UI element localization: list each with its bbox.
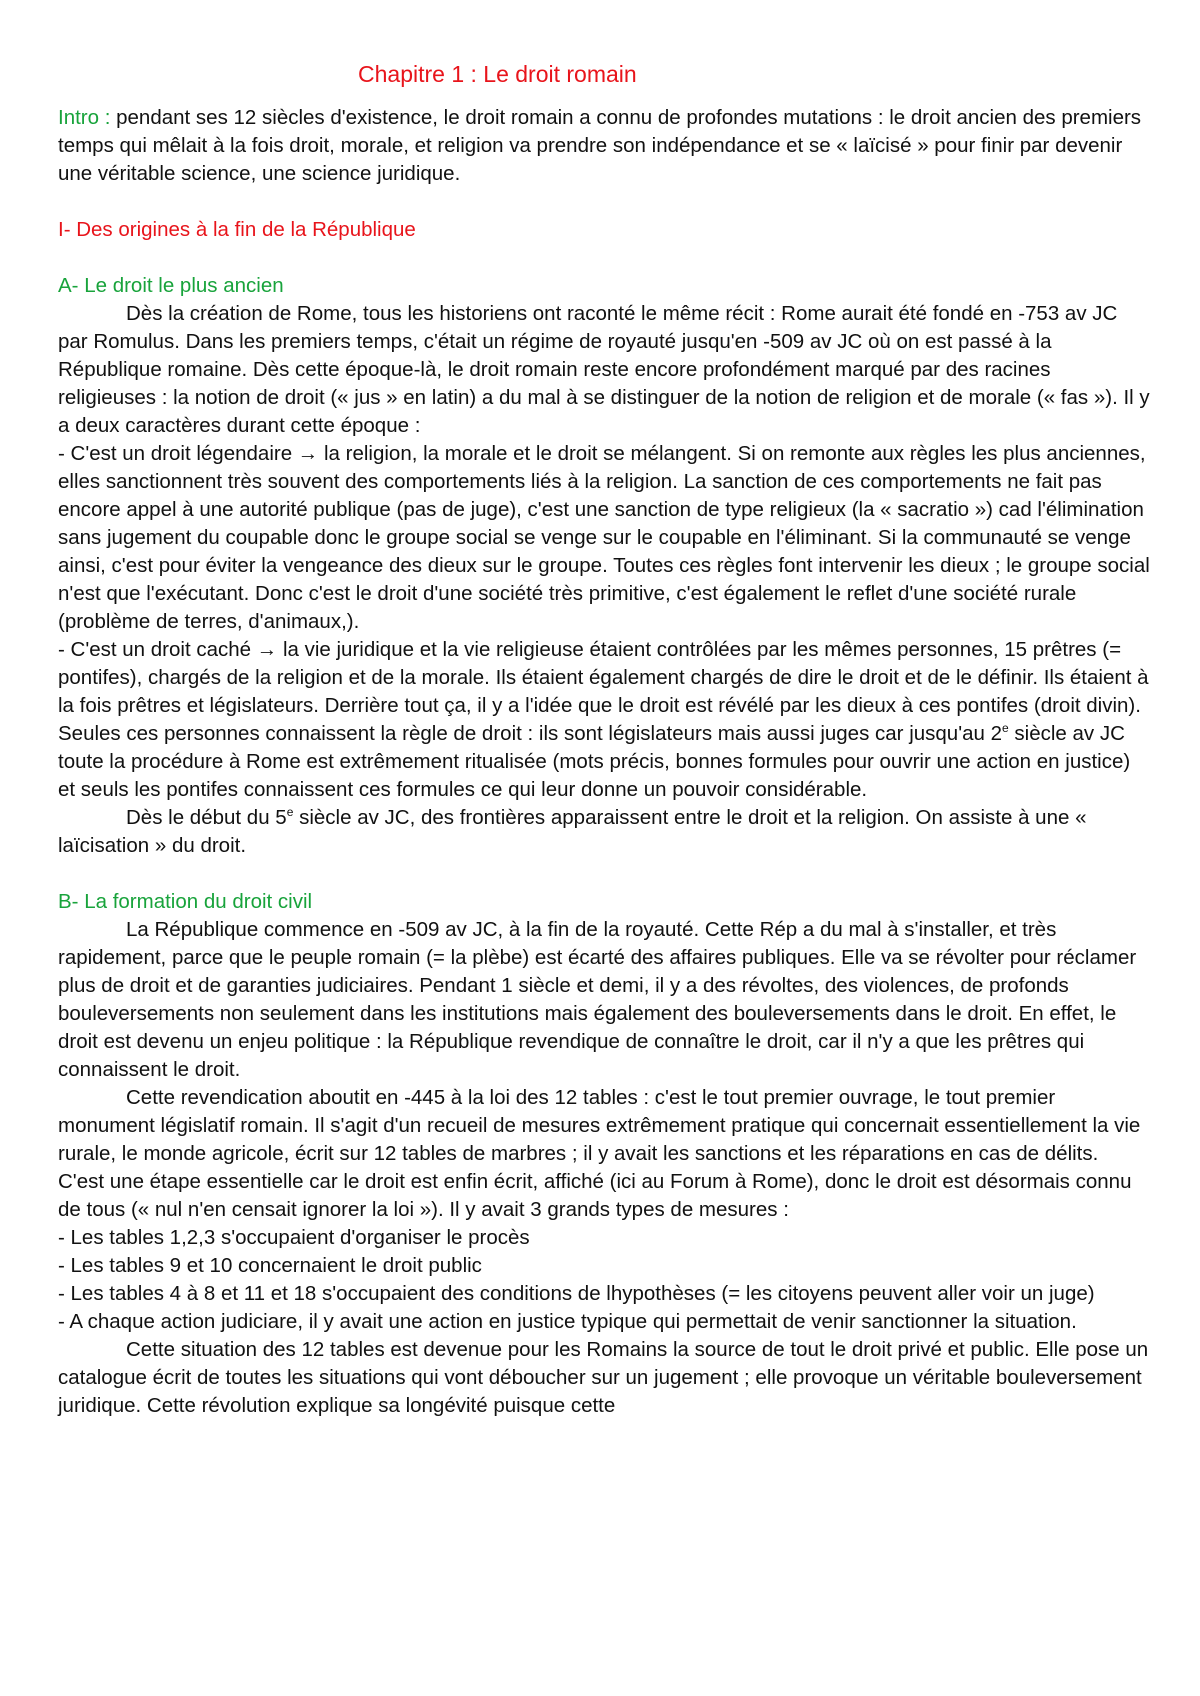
spacer bbox=[58, 860, 1150, 888]
spacer bbox=[58, 188, 1150, 216]
list-item: - Les tables 4 à 8 et 11 et 18 s'occupaient des conditions de lhypothèses (= les citoyens peuvent aller voir un juge) bbox=[58, 1282, 1095, 1305]
paragraph: Dès la création de Rome, tous les historiens ont raconté le même récit : Rome aurait été fondé en -753 av JC par Romulus. Dans les premiers temps, c'était un régime de royauté jusqu'en -509 av JC où on est passé à la République romaine. Dès cette époque-là, le droit romain reste encore profondément marqué par des racines religieuses : la notion de droit (« jus » en latin) a du mal à se distinguer de la notion de religion et de morale (« fas »). Il y a deux caractères durant cette époque : bbox=[58, 302, 1150, 437]
subsection-heading-b: B- La formation du droit civil bbox=[58, 890, 313, 913]
paragraph: Cette revendication aboutit en -445 à la loi des 12 tables : c'est le tout premier ouvrage, le tout premier monument législatif romain. Il s'agit d'un recueil de mesures extrêmement pratique qui concernait essentiellement la vie rurale, le monde agricole, écrit sur 12 tables de marbres ; il y avait les sanctions et les réparations en cas de délits. C'est une étape essentielle car le droit est enfin écrit, affiché (ici au Forum à Rome), donc le droit est désormais connu de tous (« nul n'en censait ignorer la loi »). Il y avait 3 grands types de mesures : bbox=[58, 1086, 1141, 1221]
intro-paragraph bbox=[58, 104, 1150, 188]
paragraph bbox=[58, 804, 1150, 860]
list-item: - A chaque action judiciare, il y avait une action en justice typique qui permettait de venir sanctionner la situation. bbox=[58, 1310, 1077, 1333]
list-item: - Les tables 1,2,3 s'occupaient d'organiser le procès bbox=[58, 1226, 530, 1249]
subsection-heading-a: A- Le droit le plus ancien bbox=[58, 274, 284, 297]
paragraph: La République commence en -509 av JC, à la fin de la royauté. Cette Rép a du mal à s'installer, et très rapidement, parce que le peuple romain (= la plèbe) est écarté des affaires publiques. Elle va se révolter pour réclamer plus de droit et de garanties judiciaires. Pendant 1 siècle et demi, il y a des révoltes, des violences, de profonds bouleversements non seulement dans les institutions mais également des bouleversements dans le droit. En effet, le droit est devenu un enjeu politique : la République revendique de connaître le droit, car il n'y a que les prêtres qui connaissent le droit. bbox=[58, 918, 1137, 1081]
paragraph: Cette situation des 12 tables est devenue pour les Romains la source de tout le droit privé et public. Elle pose un catalogue écrit de toutes les situations qui vont déboucher sur un jugement ; elle provoque un véritable bouleversement juridique. Cette révolution explique sa longévité puisque cette bbox=[58, 1338, 1149, 1417]
intro-text: pendant ses 12 siècles d'existence, le droit romain a connu de profondes mutations : le droit ancien des premiers temps qui mêlait à la fois droit, morale, et religion va prendre son indépendance et se « laïcisé » pour finir par devenir une véritable science, une science juridique. bbox=[58, 106, 1142, 185]
superscript: e bbox=[286, 805, 294, 820]
paragraph: - C'est un droit légendaire → la religion, la morale et le droit se mélangent. Si on remonte aux règles les plus anciennes, elles sanctionnent très souvent des comportements liés à la religion. La sanction de ces comportements ne fait pas encore appel à une autorité publique (pas de juge), c'est une sanction de type religieux (la « sacratio ») cad l'élimination sans jugement du coupable donc le groupe social se venge sur le coupable en l'éliminant. Si la communauté se venge ainsi, c'est pour éviter la vengeance des dieux sur le groupe. Toutes ces règles font intervenir les dieux ; le groupe social n'est que l'exécutant. Donc c'est le droit d'une société très primitive, c'est également le reflet d'une société rurale (problème de terres, d'animaux,). bbox=[58, 442, 1150, 633]
section-heading: I- Des origines à la fin de la République bbox=[58, 218, 416, 241]
paragraph-text: - C'est un droit caché → la vie juridique et la vie religieuse étaient contrôlées par les mêmes personnes, 15 prêtres (= pontifes), chargés de la religion et de la morale. Ils étaient également chargés de dire le droit et de le définir. Ils étaient à la fois prêtres et législateurs. Derrière tout ça, il y a l'idée que le droit est révélé par les dieux à ces pontifes (droit divin). Seules ces personnes connaissent la règle de droit : ils sont législateurs mais aussi juges car jusqu'au 2 bbox=[58, 638, 1149, 745]
paragraph-text: Dès le début du 5 bbox=[126, 806, 287, 829]
paragraph bbox=[58, 636, 1150, 804]
paragraph-text: siècle av JC toute la procédure à Rome est extrêmement ritualisée (mots précis, bonnes formules pour ouvrir une action en justice) et seuls les pontifes connaissent ces formules ce qui leur donne un pouvoir considérable. bbox=[58, 722, 1131, 801]
paragraph-text: siècle av JC, des frontières apparaissent entre le droit et la religion. On assiste à une « laïcisation » du droit. bbox=[58, 806, 1087, 857]
list-item: - Les tables 9 et 10 concernaient le droit public bbox=[58, 1254, 482, 1277]
page-title: Chapitre 1 : Le droit romain bbox=[358, 61, 637, 87]
intro-label: Intro : bbox=[58, 106, 111, 129]
superscript: e bbox=[1002, 721, 1009, 736]
spacer bbox=[58, 244, 1150, 272]
